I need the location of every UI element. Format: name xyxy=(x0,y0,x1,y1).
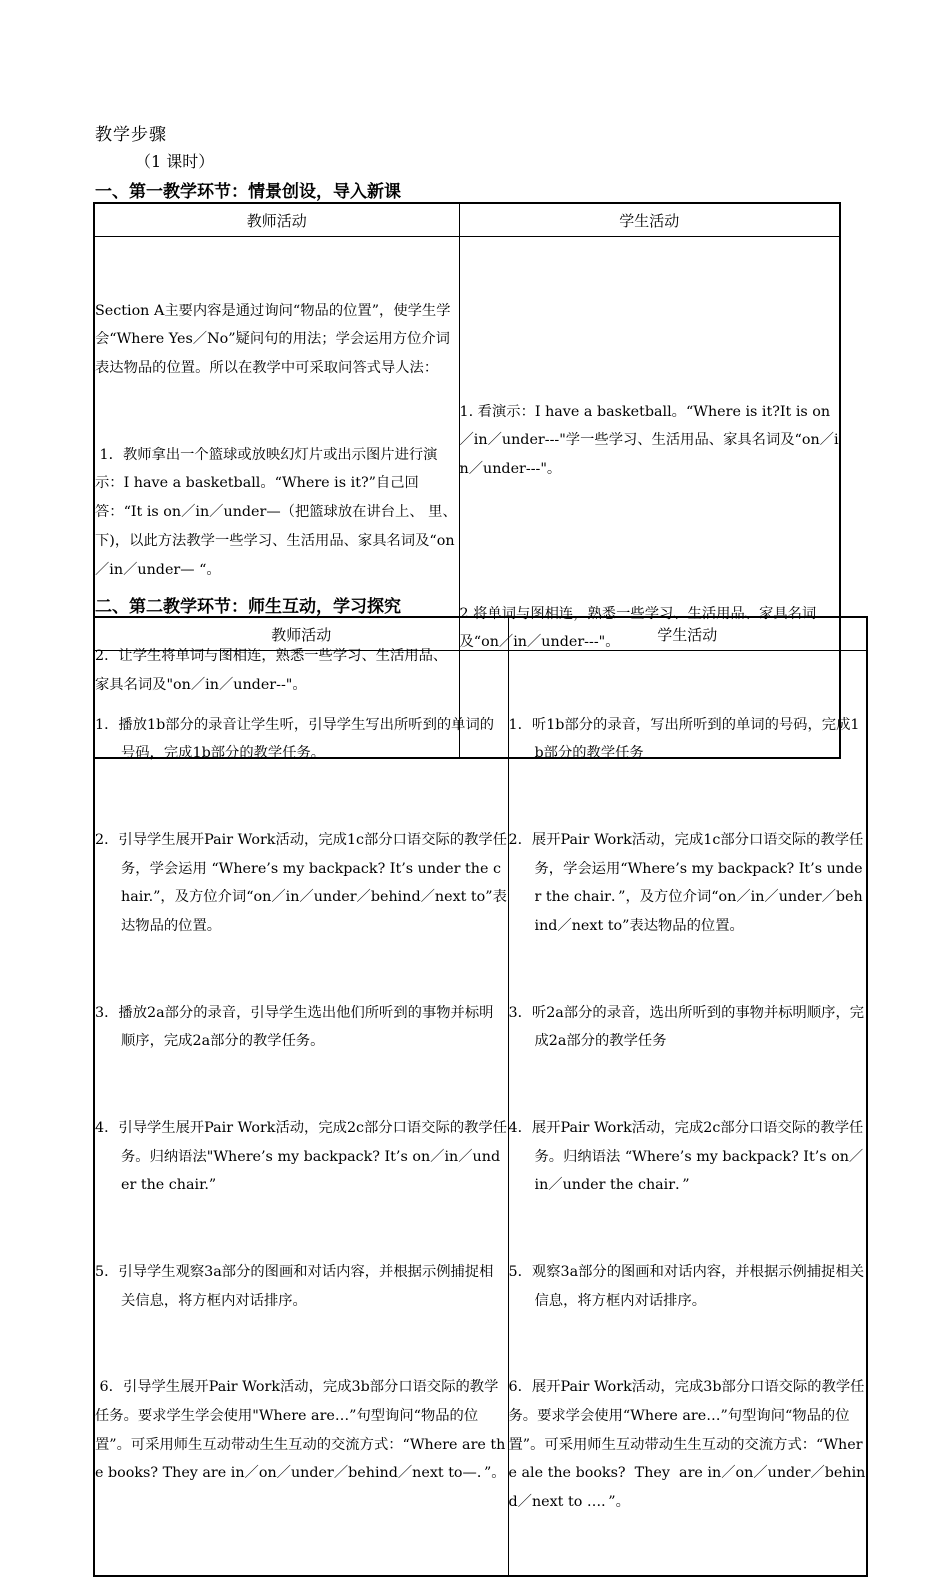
s1-teacher-para: 1．教师拿出一个篮球或放映幻灯片或出示图片进行演示：I have a basketball。“Where is it?”自己回答：“It is on／in／under—（把篮球放在讲台上、 里、下)，以此方法教学一些学习、生活用品、家具名词及“on／in／under— “。 xyxy=(95,446,457,578)
s2-teacher-item: 4．引导学生展开Pair Work活动，完成2c部分口语交际的教学任务。归纳语法"Where’s my backpack? It’s on／in／under the chair.” xyxy=(95,1119,508,1194)
s2-teacher-item: 6．引导学生展开Pair Work活动，完成3b部分口语交际的教学任务。要求学生学会使用"Where are…”句型询问“物品的位置”。可采用师生互动带动生生互动的交流方式：“Where are the books? They are in／on／under／behind／next to—．”。 xyxy=(95,1378,506,1482)
section2-table xyxy=(93,616,868,1577)
section2-title: 二、第二教学环节：师生互动，学习探究 xyxy=(95,597,401,617)
page-title: 教学步骤 xyxy=(95,125,167,145)
s2-student-item: 1．听1b部分的录音，写出所听到的单词的号码，完成1b部分的教学任务 xyxy=(508,716,860,762)
s1-student-para: 2.将单词与图相连，熟悉一些学习、生活用品、家具名词及“on／in／under---"。 xyxy=(459,605,817,651)
s2-student-cell xyxy=(508,651,867,1576)
lesson-count: （1 课时） xyxy=(135,152,215,171)
s2-teacher-cell xyxy=(94,651,508,1576)
s2-teacher-item: 2．引导学生展开Pair Work活动，完成1c部分口语交际的教学任务，学会运用 “Where’s my backpack? It’s under the chair.”，及方位介词“on／in／under／behind／next to”表达物品的位置。 xyxy=(95,831,508,935)
s2-student-item: 6．展开Pair Work活动，完成3b部分口语交际的教学任务。要求学会使用“Where are…”句型询问“物品的位置”。可采用师生互动带动生生互动的交流方式：“Where ale the books? They are in／on／under／behind／next to …．”。 xyxy=(508,1378,866,1511)
s2-teacher-item: 1．播放1b部分的录音让学生听，引导学生写出所听到的单词的号码，完成1b部分的教学任务。 xyxy=(95,716,495,762)
s2-student-item: 2．展开Pair Work活动，完成1c部分口语交际的教学任务，学会运用“Where’s my backpack? It’s under the chair．”，及方位介词“on／in／under／behind／next to”表达物品的位置。 xyxy=(508,831,864,935)
s2-teacher-item: 3．播放2a部分的录音，引导学生选出他们所听到的事物并标明顺序，完成2a部分的教学任务。 xyxy=(95,1004,494,1050)
s1-teacher-para: 2．让学生将单词与图相连，熟悉一些学习、生活用品、家具名词及"on／in／under--"。 xyxy=(95,648,448,693)
s2-student-item: 5．观察3a部分的图画和对话内容，并根据示例捕捉相关信息，将方框内对话排序。 xyxy=(508,1263,865,1309)
s2-teacher-item: 5．引导学生观察3a部分的图画和对话内容，并根据示例捕捉相关信息，将方框内对话排序。 xyxy=(95,1263,494,1309)
s2-student-item: 4．展开Pair Work活动，完成2c部分口语交际的教学任务。归纳语法 “Where’s my backpack? It’s on／in／under the chair．” xyxy=(508,1119,864,1194)
s2-header-teacher: 教师活动 xyxy=(94,617,508,651)
s1-teacher-para: Section A主要内容是通过询问“物品的位置”，使学生学会“Where Yes／No”疑问句的用法；学会运用方位介词表达物品的位置。所以在教学中可采取问答式导人法： xyxy=(95,302,451,377)
s2-student-item: 3．听2a部分的录音，选出所听到的事物并标明顺序，完成2a部分的教学任务 xyxy=(508,1004,865,1050)
section1-title: 一、第一教学环节：情景创设，导入新课 xyxy=(95,182,401,202)
s2-header-student: 学生活动 xyxy=(508,617,867,651)
s1-header-student: 学生活动 xyxy=(459,203,840,237)
s1-student-para: 1. 看演示：I have a basketball。“Where is it?It is on／in／under---"学一些学习、生活用品、家具名词及“on／in／under---"。 xyxy=(459,403,839,478)
s1-header-teacher: 教师活动 xyxy=(94,203,459,237)
